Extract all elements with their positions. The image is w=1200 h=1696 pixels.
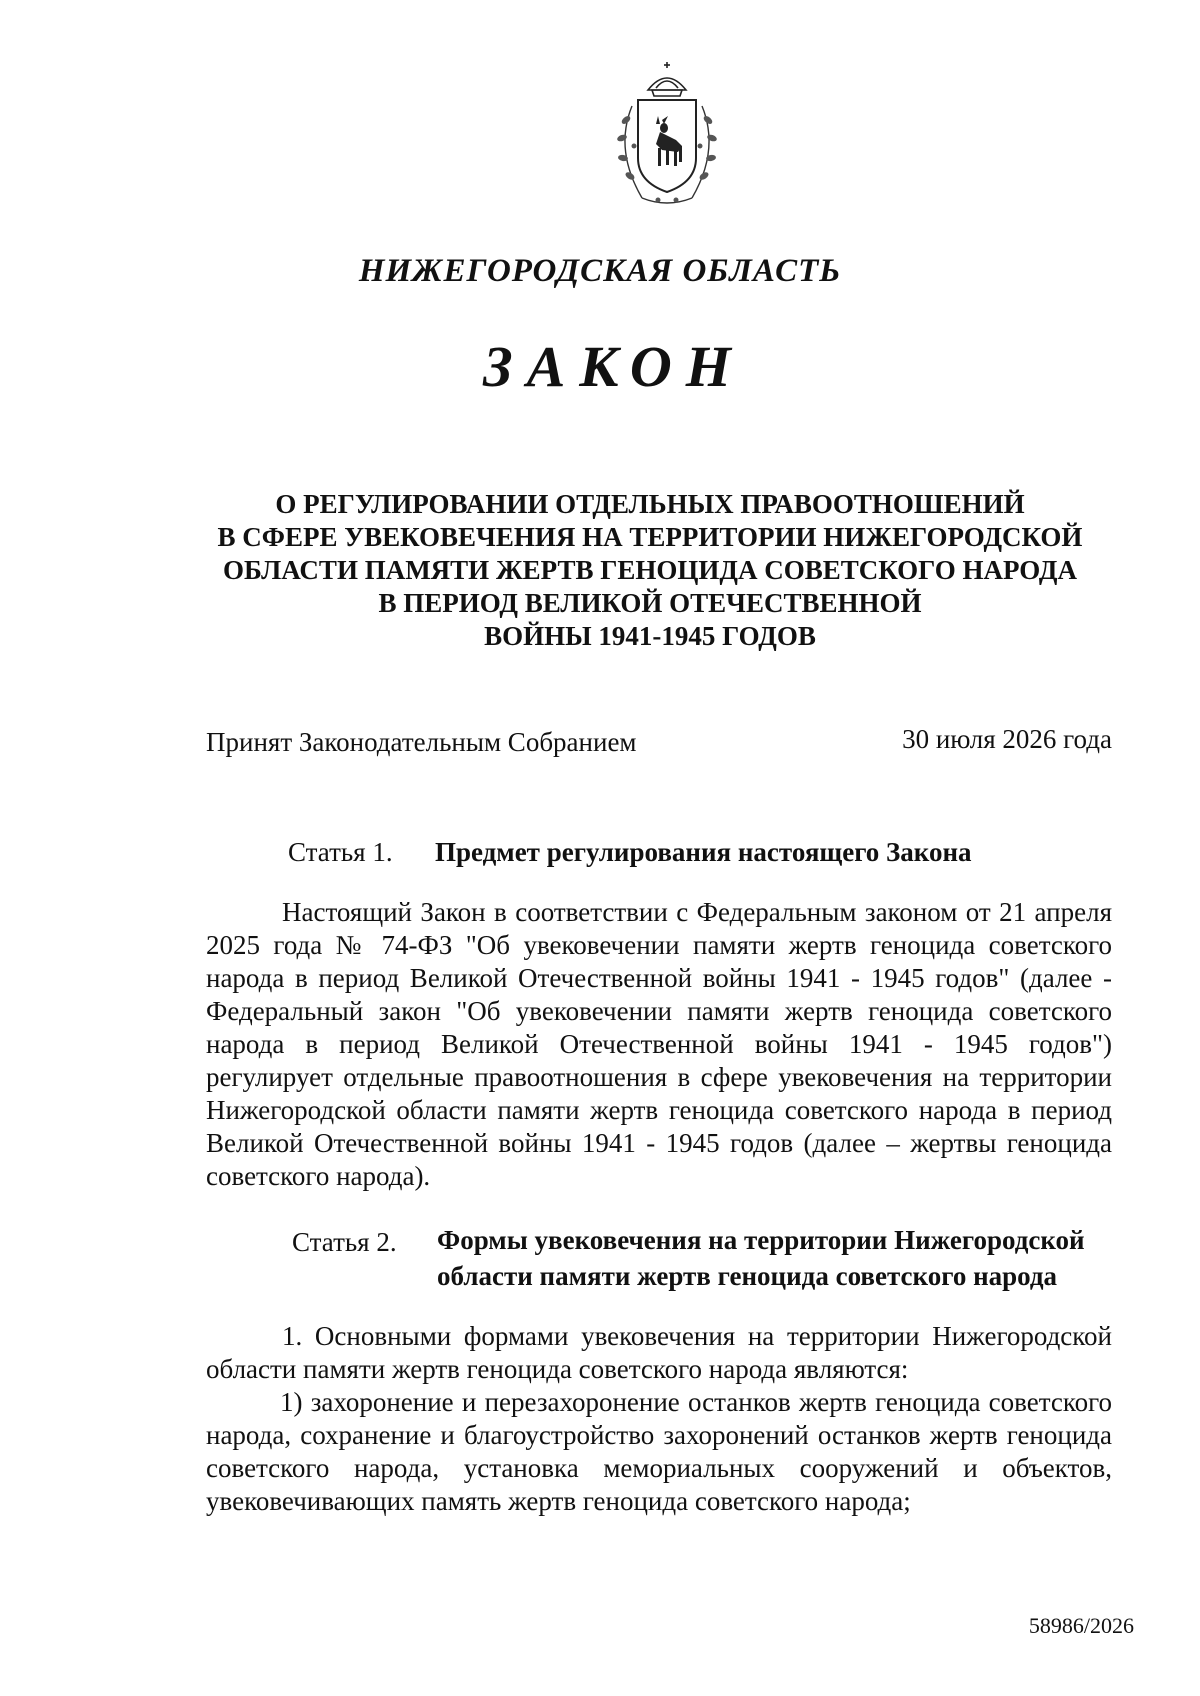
law-title-line: В СФЕРЕ УВЕКОВЕЧЕНИЯ НА ТЕРРИТОРИИ НИЖЕГОРОДСКОЙ bbox=[217, 522, 1083, 552]
adoption-date: 30 июля 2026 года bbox=[902, 724, 1112, 754]
article-title-line: Формы увековечения на территории Нижегородской bbox=[437, 1225, 1085, 1255]
article-title-line: Предмет регулирования настоящего Закона bbox=[435, 837, 972, 867]
article-number: Статья 2. bbox=[292, 1227, 397, 1257]
law-title bbox=[200, 488, 1100, 653]
coat-of-arms-icon bbox=[598, 60, 736, 210]
region-name: НИЖЕГОРОДСКАЯ ОБЛАСТЬ bbox=[358, 253, 842, 289]
adoption-label: Принят Законодательным Собранием bbox=[206, 727, 637, 757]
article-title bbox=[435, 834, 972, 870]
law-title-line: В ПЕРИОД ВЕЛИКОЙ ОТЕЧЕСТВЕННОЙ bbox=[378, 588, 922, 618]
article-title-line: области памяти жертв геноцида советского народа bbox=[437, 1261, 1058, 1291]
document-number: 58986/2026 bbox=[1028, 1613, 1134, 1638]
article-paragraph: 1) захоронение и перезахоронение останков жертв геноцида советского народа, сохранение и благоустройство захоронений останков жертв геноцида советского народа, установка мемориальных сооружений и объектов, увековечивающих память жертв геноцида советского народа; bbox=[206, 1387, 1112, 1516]
article-paragraph: Настоящий Закон в соответствии с Федеральным законом от 21 апреля 2025 года № 74-ФЗ "Об увековечении памяти жертв геноцида советского народа в период Великой Отечественной войны 1941 - 1945 годов" (далее - Федеральный закон "Об увековечении памяти жертв геноцида советского народа в период Великой Отечественной войны 1941 - 1945 годов") регулирует отдельные правоотношения в сфере увековечения на территории Нижегородской области памяти жертв геноцида советского народа в период Великой Отечественной войны 1941 - 1945 годов (далее – жертвы геноцида советского народа). bbox=[206, 897, 1112, 1191]
article-paragraph: 1. Основными формами увековечения на территории Нижегородской области памяти жертв геноцида советского народа являются: bbox=[206, 1321, 1112, 1384]
article-number: Статья 1. bbox=[288, 837, 393, 867]
law-title-line: ВОЙНЫ 1941-1945 ГОДОВ bbox=[484, 621, 816, 651]
article-title bbox=[437, 1222, 1085, 1294]
document-type: ЗАКОН bbox=[483, 334, 745, 399]
law-title-line: ОБЛАСТИ ПАМЯТИ ЖЕРТВ ГЕНОЦИДА СОВЕТСКОГО НАРОДА bbox=[222, 555, 1078, 585]
law-title-line: О РЕГУЛИРОВАНИИ ОТДЕЛЬНЫХ ПРАВООТНОШЕНИЙ bbox=[275, 489, 1025, 519]
